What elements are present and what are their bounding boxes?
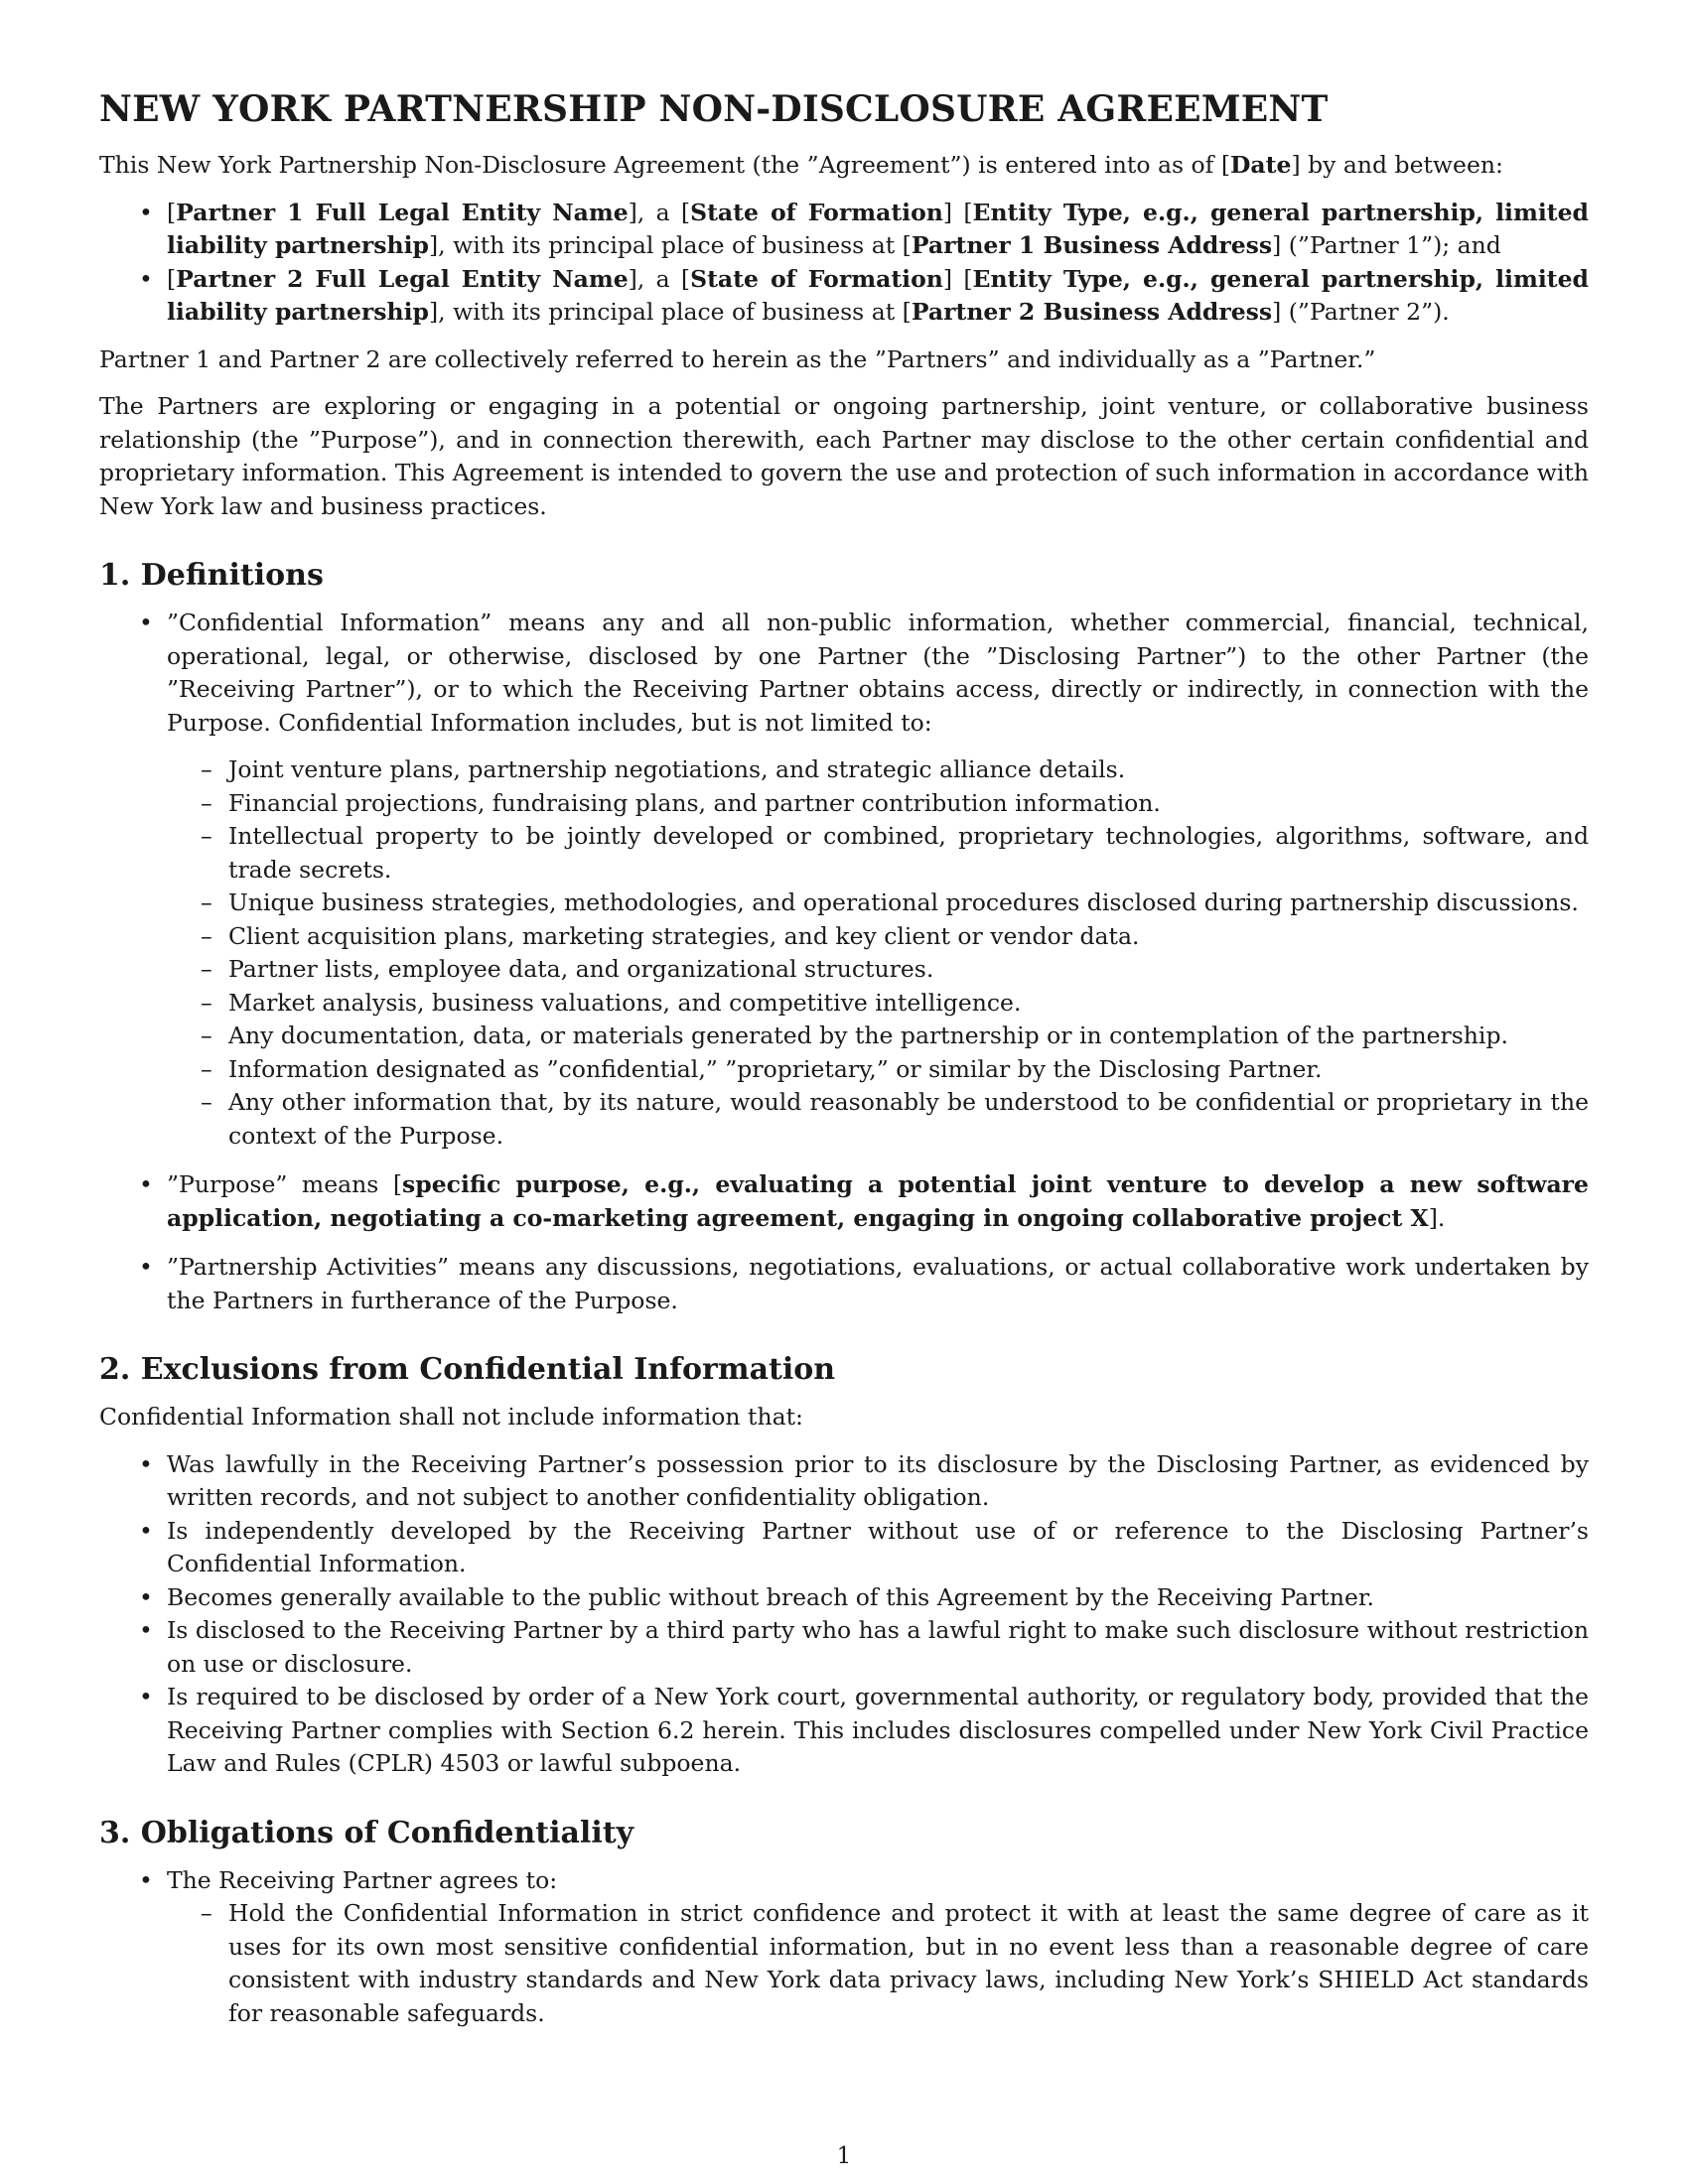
list-item: – Joint venture plans, partnership negotiations, and strategic alliance details. [167, 753, 1589, 787]
list-item: • Was lawfully in the Receiving Partner’s possession prior to its disclosure by the Disclosing Partner, as evidenced by written records, and not subject to another confidentiality obligation. [99, 1448, 1589, 1515]
parties-list [99, 197, 1589, 330]
section-1-heading: 1. Definitions [99, 558, 324, 593]
section-2-heading: 2. Exclusions from Confidential Information [99, 1352, 836, 1387]
page-number: 1 [836, 2143, 852, 2169]
exclusions-list [99, 1448, 1589, 1781]
ci-sublist [167, 753, 1589, 1153]
section-3-heading: 3. Obligations of Confidentiality [99, 1815, 634, 1850]
list-item: • Is required to be disclosed by order of a New York court, governmental authority, or regulatory body, provided that the Receiving Partner complies with Section 6.2 herein. This includes disclosures compelled under New York Civil Practice Law and Rules (CPLR) 4503 or lawful subpoena. [99, 1681, 1589, 1781]
list-item: – Any other information that, by its nature, would reasonably be understood to be confidential or proprietary in the context of the Purpose. [167, 1086, 1589, 1153]
list-item: – Client acquisition plans, marketing strategies, and key client or vendor data. [167, 920, 1589, 954]
collective-paragraph: Partner 1 and Partner 2 are collectively referred to herein as the ”Partners” and individually as a ”Partner.” [99, 344, 1376, 373]
list-item: – Financial projections, fundraising plans, and partner contribution information. [167, 787, 1589, 821]
definition-partnership-activities: • ”Partnership Activities” means any discussions, negotiations, evaluations, or actual collaborative work undertaken by the Partners in furtherance of the Purpose. [99, 1251, 1589, 1317]
list-item: – Market analysis, business valuations, and competitive intelligence. [167, 987, 1589, 1021]
definitions-list [99, 607, 1589, 1317]
list-item: • Is disclosed to the Receiving Partner by a third party who has a lawful right to make such disclosure without restriction on use or disclosure. [99, 1614, 1589, 1681]
document-page [99, 87, 1589, 2044]
list-item: – Partner lists, employee data, and organizational structures. [167, 953, 1589, 987]
list-item: – Hold the Confidential Information in strict confidence and protect it with at least the same degree of care as it uses for its own most sensitive confidential information, but in no event less than a reasonable degree of care consistent with industry standards and New York data privacy laws, including New York’s SHIELD Act standards for reasonable safeguards. [167, 1897, 1589, 2030]
list-item: – Intellectual property to be jointly developed or combined, proprietary technologies, algorithms, software, and trade secrets. [167, 820, 1589, 887]
purpose-paragraph: The Partners are exploring or engaging in a potential or ongoing partnership, joint venture, or collaborative business relationship (the ”Purpose”), and in connection therewith, each Partner may disclose to the other certain confidential and proprietary information. This Agreement is intended to govern the use and protection of such information in accordance with New York law and business practices. [99, 392, 1589, 520]
list-item: – Information designated as ”confidential,” ”proprietary,” or similar by the Disclosing Partner. [167, 1053, 1589, 1087]
definition-purpose: • ”Purpose” means [specific purpose, e.g., evaluating a potential joint venture to develop a new software application, negotiating a co-marketing agreement, engaging in ongoing collaborative project X]. [99, 1168, 1589, 1235]
list-item: – Unique business strategies, methodologies, and operational procedures disclosed during partnership discussions. [167, 887, 1589, 920]
list-item: • Becomes generally available to the public without breach of this Agreement by the Receiving Partner. [99, 1581, 1589, 1615]
obligations-sublist [167, 1897, 1589, 2030]
party-1: • [Partner 1 Full Legal Entity Name], a [State of Formation] [Entity Type, e.g., general partnership, limited liability partnership], with its principal place of business at [Partner 1 Business Address] (”Partner 1”); and [99, 197, 1589, 263]
date-placeholder: Date [1230, 151, 1292, 179]
exclusions-lead: Confidential Information shall not include information that: [99, 1403, 803, 1431]
party-2: • [Partner 2 Full Legal Entity Name], a [State of Formation] [Entity Type, e.g., general partnership, limited liability partnership], with its principal place of business at [Partner 2 Business Address] (”Partner 2”). [99, 263, 1589, 330]
document-title: NEW YORK PARTNERSHIP NON-DISCLOSURE AGREEMENT [99, 88, 1329, 130]
obligations-lead: • The Receiving Partner agrees to: – Hold the Confidential Information in strict confidence and protect it with at least the same degree of care as it uses for its own most sensitive confidential information, but in no event less than a reasonable degree of care consistent with industry standards and New York data privacy laws, including New York’s SHIELD Act standards for reasonable safeguards. [99, 1864, 1589, 2031]
list-item: • Is independently developed by the Receiving Partner without use of or reference to the Disclosing Partner’s Confidential Information. [99, 1515, 1589, 1581]
definition-confidential-information: • ”Confidential Information” means any and all non-public information, whether commercial, financial, technical, operational, legal, or otherwise, disclosed by one Partner (the ”Disclosing Partner”) to the other Partner (the ”Receiving Partner”), or to which the Receiving Partner obtains access, directly or indirectly, in connection with the Purpose. Confidential Information includes, but is not limited to: – Joint venture plans, partnership negotiations, and strategic alliance details. – Financial projections, fundraising plans, and partner contribution information. – Intellectual property to be jointly developed or combined, proprietary technologies, algorithms, software, and trade secrets. – Unique business strategies, methodologies, and operational procedures disclosed during partnership discussions. – Client acquisition plans, marketing strategies, and key client or vendor data. – Partner lists, employee data, and organizational structures. – Market analysis, business valuations, and competitive intelligence. – Any documentation, data, or materials generated by the partnership or in contemplation of the partnership. – Information designated as ”confidential,” ”proprietary,” or similar by the Disclosing Partner. – Any other information that, by its nature, would reasonably be understood to be confidential or proprietary in the context of the Purpose. [99, 607, 1589, 1153]
intro-paragraph: This New York Partnership Non-Disclosure Agreement (the ”Agreement”) is entered into as of [Date] by and between: [99, 151, 1503, 179]
obligations-list [99, 1864, 1589, 2031]
list-item: – Any documentation, data, or materials generated by the partnership or in contemplation of the partnership. [167, 1020, 1589, 1053]
